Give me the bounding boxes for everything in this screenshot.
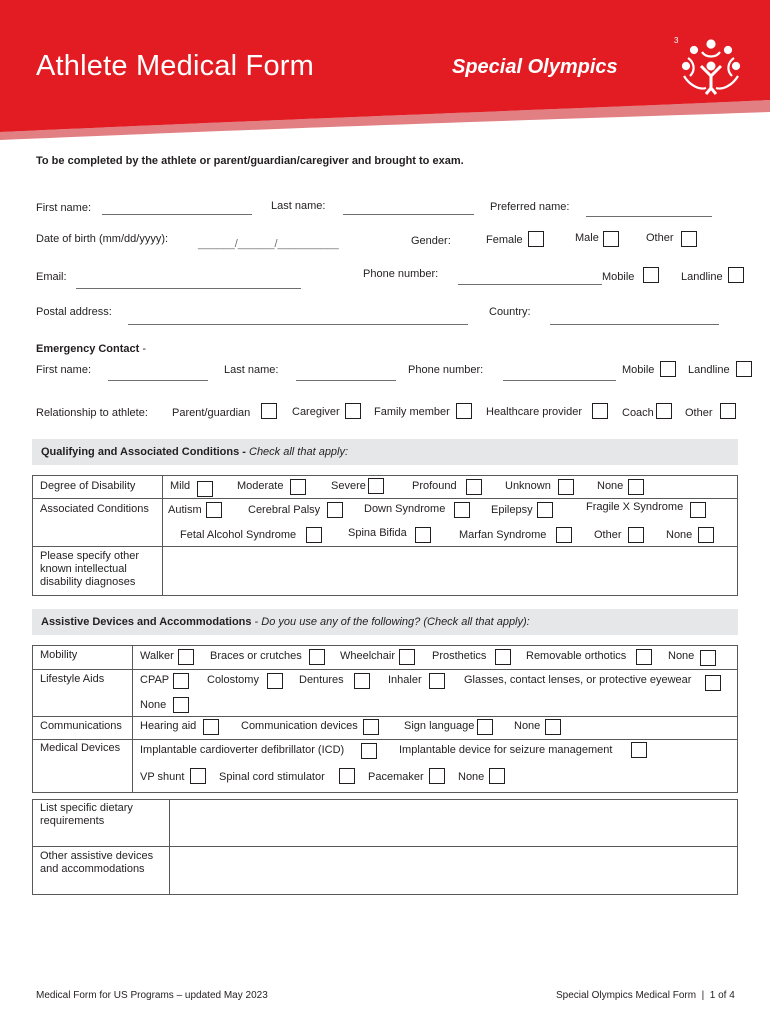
comm-devices-checkbox[interactable]	[363, 719, 379, 735]
sign-language-checkbox[interactable]	[477, 719, 493, 735]
autism-checkbox[interactable]	[206, 502, 222, 518]
marfan-label: Marfan Syndrome	[459, 529, 547, 541]
prosthetics-checkbox[interactable]	[495, 649, 511, 665]
epilepsy-checkbox[interactable]	[537, 502, 553, 518]
fetal-alcohol-checkbox[interactable]	[306, 527, 322, 543]
degree-none-label: None	[597, 480, 624, 492]
vp-shunt-label: VP shunt	[140, 771, 185, 783]
male-checkbox[interactable]	[603, 231, 619, 247]
rel-healthcare-checkbox[interactable]	[592, 403, 608, 419]
icd-label: Implantable cardioverter defibrillator (ICD)	[140, 744, 345, 756]
assoc-other-checkbox[interactable]	[628, 527, 644, 543]
colostomy-checkbox[interactable]	[267, 673, 283, 689]
ec-last-name-label: Last name:	[224, 364, 279, 376]
fetal-alcohol-label: Fetal Alcohol Syndrome	[180, 529, 297, 541]
female-label: Female	[486, 234, 523, 246]
dob-field[interactable]: ______/______/__________	[198, 238, 339, 250]
dentures-checkbox[interactable]	[354, 673, 370, 689]
unknown-checkbox[interactable]	[558, 479, 574, 495]
country-label: Country:	[489, 306, 531, 318]
ec-first-name-label: First name:	[36, 364, 92, 376]
assoc-none-checkbox[interactable]	[698, 527, 714, 543]
degree-label: Degree of Disability	[40, 480, 136, 492]
lifestyle-none-checkbox[interactable]	[173, 697, 189, 713]
rel-caregiver-label: Caregiver	[292, 406, 340, 418]
hearing-aid-label: Hearing aid	[140, 720, 197, 732]
last-name-label: Last name:	[271, 200, 326, 212]
communications-label: Communications	[40, 720, 122, 732]
country-field[interactable]	[550, 324, 719, 325]
inhaler-checkbox[interactable]	[429, 673, 445, 689]
devices-section-header	[32, 609, 738, 635]
glasses-checkbox[interactable]	[705, 675, 721, 691]
colostomy-label: Colostomy	[207, 674, 259, 686]
last-name-field[interactable]	[343, 214, 474, 215]
brand-name: Special Olympics	[452, 56, 618, 78]
preferred-name-field[interactable]	[586, 216, 712, 217]
postal-address-field[interactable]	[128, 324, 468, 325]
rel-family-checkbox[interactable]	[456, 403, 472, 419]
mild-label: Mild	[170, 480, 191, 492]
vp-shunt-checkbox[interactable]	[190, 768, 206, 784]
wheelchair-label: Wheelchair	[340, 650, 396, 662]
medical-devices-label: Medical Devices	[40, 742, 121, 754]
orthotics-label: Removable orthotics	[526, 650, 627, 662]
other-devices-field[interactable]	[170, 847, 737, 894]
page-number: 3	[674, 36, 679, 45]
lifestyle-none-label: None	[140, 699, 167, 711]
special-olympics-logo-icon	[676, 36, 746, 100]
autism-label: Autism	[168, 504, 202, 516]
spina-bifida-label: Spina Bifida	[348, 527, 407, 539]
phone-landline-label: Landline	[681, 271, 723, 283]
conditions-section-header	[32, 439, 738, 465]
gender-other-checkbox[interactable]	[681, 231, 697, 247]
mobility-none-label: None	[668, 650, 695, 662]
first-name-field[interactable]	[102, 214, 252, 215]
lifestyle-label: Lifestyle Aids	[40, 673, 105, 685]
down-syndrome-checkbox[interactable]	[454, 502, 470, 518]
dob-label: Date of birth (mm/dd/yyyy):	[36, 233, 169, 245]
conditions-row-line	[32, 498, 738, 499]
dietary-field[interactable]	[170, 800, 737, 845]
form-title: Athlete Medical Form	[36, 50, 314, 82]
degree-none-checkbox[interactable]	[628, 479, 644, 495]
wheelchair-checkbox[interactable]	[399, 649, 415, 665]
seizure-device-checkbox[interactable]	[631, 742, 647, 758]
pacemaker-label: Pacemaker	[368, 771, 424, 783]
severe-checkbox[interactable]	[368, 478, 384, 494]
specify-diagnoses-field[interactable]	[163, 547, 737, 595]
mobility-label: Mobility	[40, 649, 78, 661]
email-label: Email:	[36, 271, 67, 283]
associated-label: Associated Conditions	[40, 503, 149, 515]
comm-none-checkbox[interactable]	[545, 719, 561, 735]
prosthetics-label: Prosthetics	[432, 650, 487, 662]
profound-label: Profound	[412, 480, 457, 492]
rel-coach-checkbox[interactable]	[656, 403, 672, 419]
devices-row-line	[32, 669, 738, 670]
assoc-other-label: Other	[594, 529, 622, 541]
sign-language-label: Sign language	[404, 720, 475, 732]
email-field[interactable]	[76, 288, 301, 289]
phone-label: Phone number:	[363, 268, 439, 280]
ec-landline-checkbox[interactable]	[736, 361, 752, 377]
ec-phone-field[interactable]	[503, 380, 616, 381]
fragile-x-checkbox[interactable]	[690, 502, 706, 518]
ec-last-name-field[interactable]	[296, 380, 396, 381]
emergency-contact-heading: Emergency Contact -	[36, 343, 147, 355]
medical-none-label: None	[458, 771, 485, 783]
inhaler-label: Inhaler	[388, 674, 422, 686]
rel-caregiver-checkbox[interactable]	[345, 403, 361, 419]
fragile-x-label: Fragile X Syndrome	[586, 501, 684, 513]
mild-checkbox[interactable]	[197, 481, 213, 497]
instruction-text: To be completed by the athlete or parent/guardian/caregiver and brought to exam.	[36, 155, 464, 167]
seizure-device-label: Implantable device for seizure management	[399, 744, 613, 756]
medical-none-checkbox[interactable]	[489, 768, 505, 784]
marfan-checkbox[interactable]	[556, 527, 572, 543]
relationship-label: Relationship to athlete:	[36, 407, 148, 419]
rel-parent-label: Parent/guardian	[172, 407, 251, 419]
glasses-label: Glasses, contact lenses, or protective eyewear	[464, 674, 692, 686]
rel-family-label: Family member	[374, 406, 450, 418]
devices-divider	[132, 645, 133, 793]
other-devices-label: Other assistive devices and accommodations	[40, 850, 154, 875]
male-label: Male	[575, 232, 599, 244]
down-syndrome-label: Down Syndrome	[364, 503, 446, 515]
devices-row-line	[32, 716, 738, 717]
orthotics-checkbox[interactable]	[636, 649, 652, 665]
profound-checkbox[interactable]	[466, 479, 482, 495]
dietary-label: List specific dietary requirements	[40, 802, 133, 827]
assoc-none-label: None	[666, 529, 693, 541]
gender-other-label: Other	[646, 232, 674, 244]
rel-other-label: Other	[685, 407, 713, 419]
spinal-stimulator-label: Spinal cord stimulator	[219, 771, 325, 783]
phone-mobile-checkbox[interactable]	[643, 267, 659, 283]
comm-devices-label: Communication devices	[241, 720, 358, 732]
footer-right: Special Olympics Medical Form | 1 of 4	[556, 990, 735, 1001]
first-name-label: First name:	[36, 202, 92, 214]
conditions-heading: Qualifying and Associated Conditions - Check all that apply:	[41, 446, 349, 458]
rel-other-checkbox[interactable]	[720, 403, 736, 419]
gender-label: Gender:	[411, 235, 451, 247]
rel-healthcare-label: Healthcare provider	[486, 406, 582, 418]
hearing-aid-checkbox[interactable]	[203, 719, 219, 735]
phone-landline-checkbox[interactable]	[728, 267, 744, 283]
walker-label: Walker	[140, 650, 174, 662]
severe-label: Severe	[331, 480, 366, 492]
spinal-stimulator-checkbox[interactable]	[339, 768, 355, 784]
rel-parent-checkbox[interactable]	[261, 403, 277, 419]
cerebral-palsy-label: Cerebral Palsy	[248, 504, 321, 516]
comm-none-label: None	[514, 720, 541, 732]
ec-mobile-checkbox[interactable]	[660, 361, 676, 377]
footer-left: Medical Form for US Programs – updated May 2023	[36, 990, 268, 1001]
dentures-label: Dentures	[299, 674, 344, 686]
epilepsy-label: Epilepsy	[491, 504, 533, 516]
ec-phone-label: Phone number:	[408, 364, 484, 376]
braces-checkbox[interactable]	[309, 649, 325, 665]
phone-field[interactable]	[458, 284, 602, 285]
pacemaker-checkbox[interactable]	[429, 768, 445, 784]
devices-heading: Assistive Devices and Accommodations - Do you use any of the following? (Check all that apply):	[41, 616, 530, 628]
devices-row-line	[32, 739, 738, 740]
moderate-checkbox[interactable]	[290, 479, 306, 495]
ec-first-name-field[interactable]	[108, 380, 208, 381]
phone-mobile-label: Mobile	[602, 271, 635, 283]
mobility-none-checkbox[interactable]	[700, 650, 716, 666]
cerebral-palsy-checkbox[interactable]	[327, 502, 343, 518]
icd-checkbox[interactable]	[361, 743, 377, 759]
ec-mobile-label: Mobile	[622, 364, 655, 376]
postal-address-label: Postal address:	[36, 306, 112, 318]
unknown-label: Unknown	[505, 480, 551, 492]
spina-bifida-checkbox[interactable]	[415, 527, 431, 543]
preferred-name-label: Preferred name:	[490, 201, 570, 213]
braces-label: Braces or crutches	[210, 650, 302, 662]
ec-landline-label: Landline	[688, 364, 730, 376]
female-checkbox[interactable]	[528, 231, 544, 247]
walker-checkbox[interactable]	[178, 649, 194, 665]
cpap-label: CPAP	[140, 674, 170, 686]
rel-coach-label: Coach	[622, 407, 654, 419]
cpap-checkbox[interactable]	[173, 673, 189, 689]
specify-diagnoses-label: Please specify other known intellectual disability diagnoses	[40, 550, 140, 588]
moderate-label: Moderate	[237, 480, 284, 492]
